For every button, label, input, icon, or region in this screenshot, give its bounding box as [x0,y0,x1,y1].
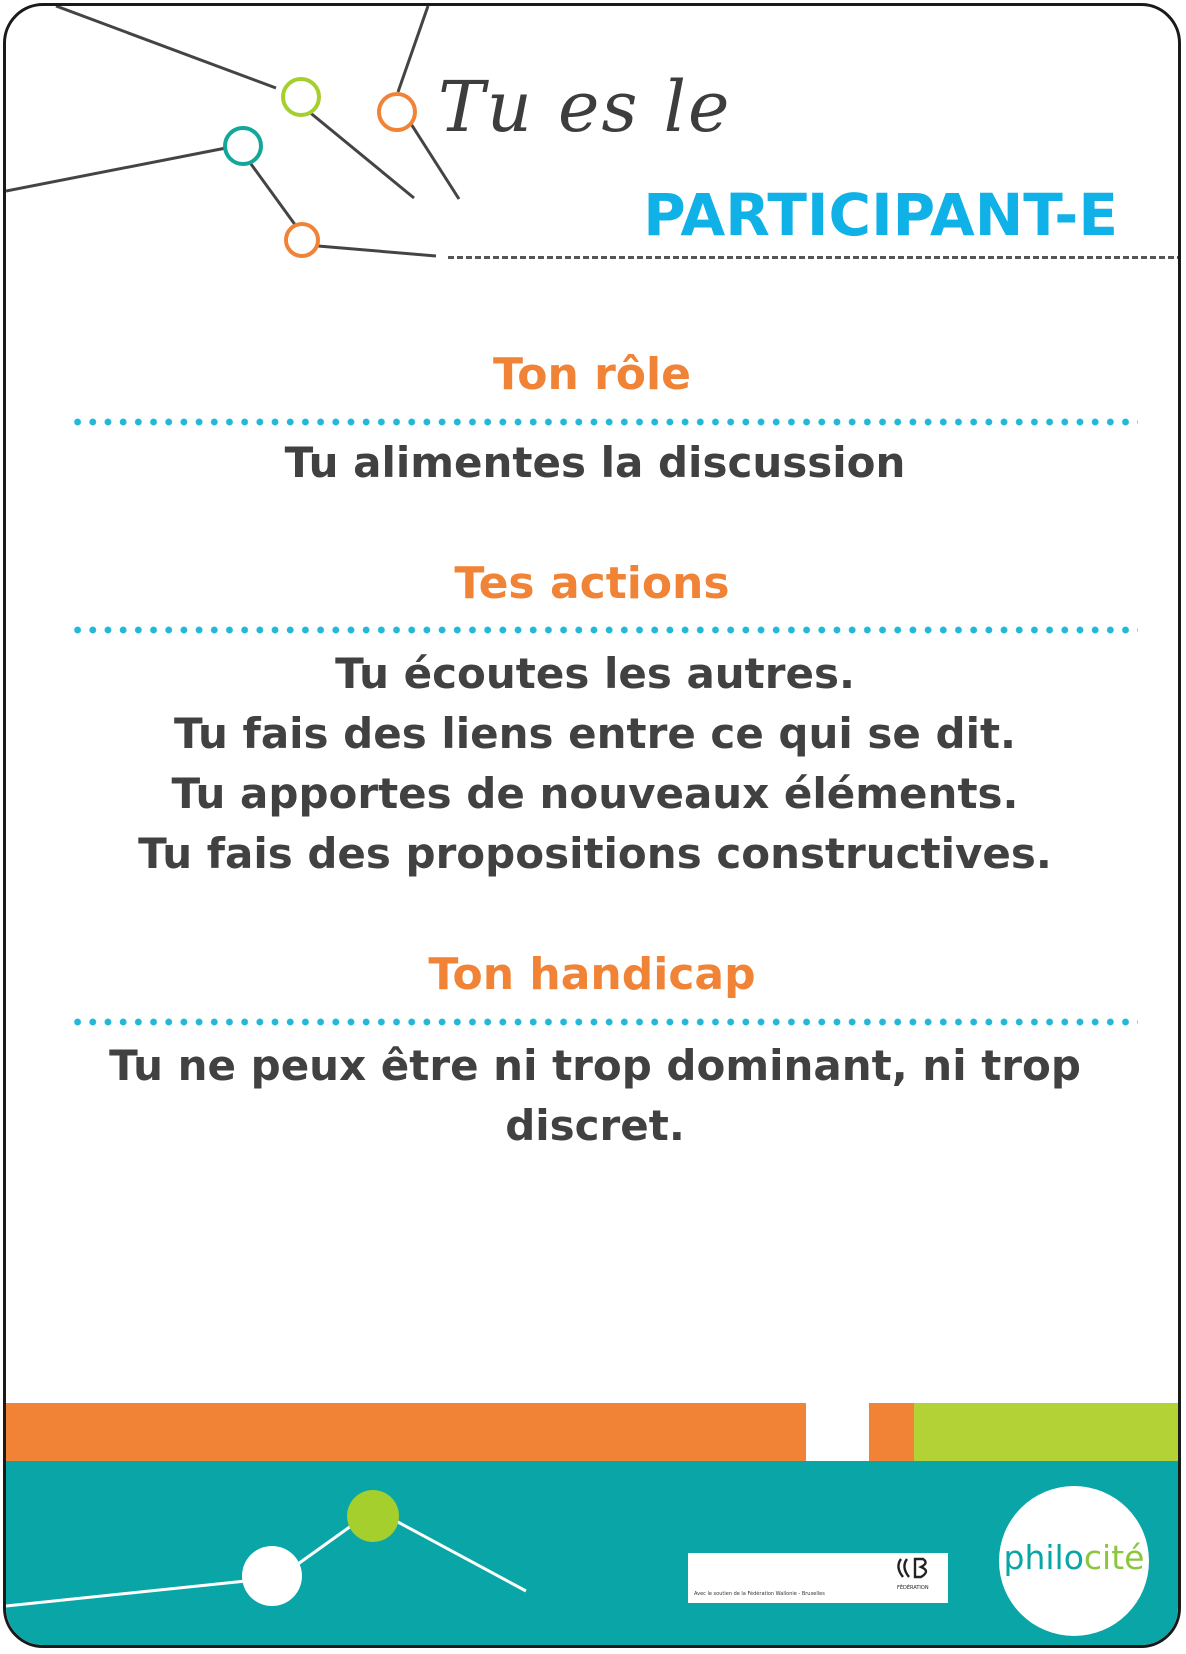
sponsor-text: Avec le soutien de la Fédération Wallonie - Bruxelles [694,1591,825,1597]
text-line: discret. [505,1101,685,1150]
handicap-description [46,1036,1144,1156]
dotted-divider [70,1017,1138,1027]
dotted-divider [70,417,1138,427]
section-heading-actions: Tes actions [454,558,730,609]
role-card [3,3,1181,1648]
philocite-logo [999,1486,1149,1636]
text-line: Tu écoutes les autres. [335,649,855,698]
logo-accent: cité [1083,1538,1145,1577]
logo-main: philo [1003,1538,1084,1577]
section-heading-handicap: Ton handicap [428,949,756,1000]
green-band [914,1403,1181,1461]
footer-network-decoration [6,1461,566,1648]
role-description [46,433,1144,493]
text-line: Tu alimentes la discussion [284,438,906,487]
card-intro: Tu es le [438,66,732,148]
federation-logo [893,1555,943,1601]
orange-band [6,1403,806,1461]
sponsor-banner [688,1553,948,1603]
text-line: Tu fais des liens entre ce qui se dit. [173,709,1017,758]
dotted-divider [70,625,1138,635]
role-title: PARTICIPANT-E [643,181,1118,249]
section-heading-role: Ton rôle [493,349,691,400]
logo-text [999,1538,1149,1577]
text-line: Tu fais des propositions constructives. [138,829,1052,878]
text-line: Tu ne peux être ni trop dominant, ni trop [109,1041,1081,1090]
orange-band-small [869,1403,914,1461]
title-underline [448,256,1181,259]
network-decoration [6,6,486,276]
text-line: Tu apportes de nouveaux éléments. [171,769,1019,818]
svg-text:FÉDÉRATION: FÉDÉRATION [897,1585,929,1591]
actions-list [46,644,1144,884]
